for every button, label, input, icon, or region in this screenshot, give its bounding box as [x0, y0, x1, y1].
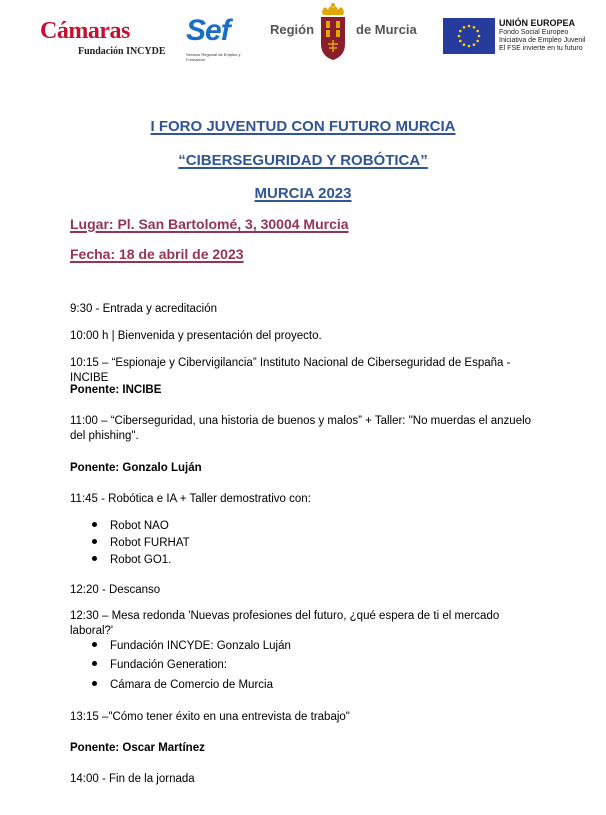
camaras-logo	[40, 18, 166, 62]
eu-line1: Fondo Social Europeo	[499, 29, 569, 36]
region-logo-left-text: Región	[270, 22, 315, 37]
list-item	[92, 536, 190, 551]
agenda-item: 13:15 –"Cómo tener éxito en una entrevista de trabajo"	[70, 711, 350, 723]
agenda-item: 14:00 - Fin de la jornada	[70, 773, 195, 785]
list-item	[92, 553, 171, 568]
bullet-icon	[92, 661, 97, 666]
sef-logo	[186, 14, 246, 66]
sef-logo-subtitle: Servicio Regional de Empleo y Formación	[186, 52, 241, 62]
eu-line2: Iniciativa de Empleo Juvenil	[499, 37, 586, 44]
eu-logo	[443, 18, 586, 58]
panelist: Cámara de Comercio de Murcia	[110, 679, 273, 691]
event-subtitle-text: “CIBERSEGURIDAD Y ROBÓTICA”	[178, 152, 428, 169]
robot-name: Robot GO1.	[110, 554, 172, 566]
camaras-logo-subtitle: Fundación INCYDE	[78, 46, 166, 57]
panelist: Fundación Generation:	[110, 659, 227, 671]
agenda-speaker: Ponente: INCIBE	[70, 384, 162, 396]
agenda-item: 10:15 – “Espionaje y Cibervigilancia” Instituto Nacional de Ciberseguridad de España - INCIBE	[70, 357, 511, 384]
bullet-icon	[92, 642, 97, 647]
event-title	[0, 118, 606, 135]
region-murcia-logo	[268, 2, 418, 62]
agenda-item: 12:20 - Descanso	[70, 584, 161, 596]
eu-logo-text	[499, 18, 585, 53]
event-place	[70, 216, 349, 232]
list-item	[92, 658, 227, 673]
agenda-item: 9:30 - Entrada y acreditación	[70, 303, 218, 315]
eu-title: UNIÓN EUROPEA	[499, 18, 576, 28]
event-city-year	[0, 185, 606, 202]
list-item	[92, 639, 291, 654]
event-place-text: Lugar: Pl. San Bartolomé, 3, 30004 Murcia	[70, 216, 349, 232]
list-item	[92, 678, 273, 693]
agenda-item: 10:00 h | Bienvenida y presentación del proyecto.	[70, 330, 322, 342]
eu-line3: El FSE invierte en tu futuro	[499, 45, 583, 52]
event-city-year-text: MURCIA 2023	[254, 185, 352, 202]
event-date	[70, 246, 244, 262]
agenda-item: 11:00 – “Ciberseguridad, una historia de buenos y malos” + Taller: "No muerdas el anzuelo del phishing".	[70, 415, 532, 442]
event-subtitle	[0, 152, 606, 169]
crest-icon	[316, 2, 350, 62]
agenda-speaker: Ponente: Gonzalo Luján	[70, 462, 202, 474]
eu-flag-icon	[443, 18, 495, 54]
robot-name: Robot NAO	[110, 520, 169, 532]
agenda-item: 12:30 – Mesa redonda 'Nuevas profesiones del futuro, ¿qué espera de ti el mercado laboral?'	[70, 610, 500, 637]
robot-name: Robot FURHAT	[110, 537, 190, 549]
event-title-text: I FORO JUVENTUD CON FUTURO MURCIA	[150, 118, 456, 135]
bullet-icon	[92, 681, 97, 686]
bullet-icon	[92, 556, 97, 561]
region-logo-right-text: de Murcia	[356, 22, 417, 37]
event-date-text: Fecha: 18 de abril de 2023	[70, 246, 244, 262]
bullet-icon	[92, 539, 97, 544]
panelist: Fundación INCYDE: Gonzalo Luján	[110, 640, 291, 652]
camaras-logo-text: Cámaras	[40, 18, 130, 44]
agenda-speaker: Ponente: Oscar Martínez	[70, 742, 205, 754]
bullet-icon	[92, 522, 97, 527]
agenda-item: 11:45 - Robótica e IA + Taller demostrativo con:	[70, 493, 311, 505]
sef-logo-text: Sef	[186, 14, 230, 47]
list-item	[92, 519, 169, 534]
logo-bar	[0, 0, 606, 70]
